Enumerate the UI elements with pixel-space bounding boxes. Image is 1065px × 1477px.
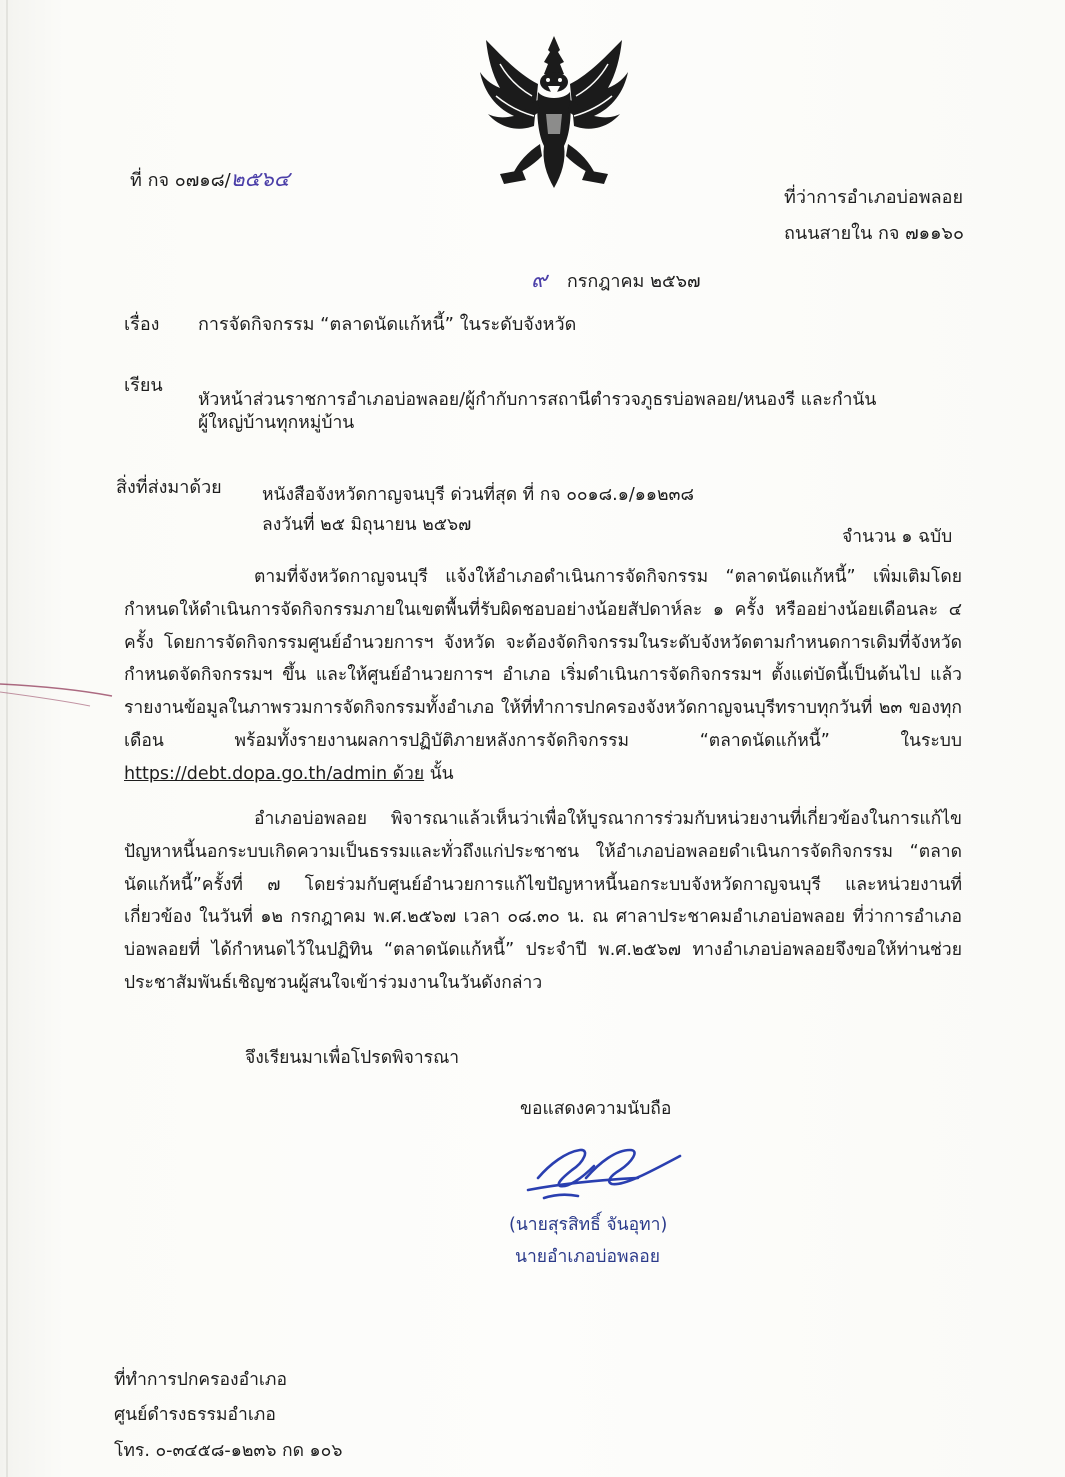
- closing-request: จึงเรียนมาเพื่อโปรดพิจารณา: [245, 1048, 460, 1068]
- body-paragraph-1-end: นั้น: [429, 763, 454, 784]
- handwritten-signature: [520, 1138, 690, 1210]
- footer-center: ศูนย์ดำรงธรรมอำเภอ: [114, 1405, 276, 1425]
- office-name: ที่ว่าการอำเภอบ่อพลอย: [784, 187, 963, 208]
- page-edge-shadow: [6, 0, 8, 1477]
- recipient-line2: ผู้ใหญ่บ้านทุกหมู่บ้าน: [198, 413, 355, 433]
- body-paragraph-2: [124, 803, 962, 1000]
- garuda-emblem-icon: [478, 34, 630, 192]
- office-address: ถนนสายใน กจ ๗๑๑๖๐: [784, 223, 964, 244]
- reference-number-printed: ที่ กจ ๐๗๑๘/: [130, 170, 231, 191]
- footer-phone: โทร. ๐-๓๔๕๘-๑๒๓๖ กด ๑๐๖: [114, 1441, 343, 1461]
- signatory-name: (นายสุรสิทธิ์ จันอุทา): [509, 1215, 668, 1235]
- reference-number-handwritten: ๒๕๖๔: [230, 167, 290, 191]
- footer-department: ที่ทำการปกครองอำเภอ: [114, 1370, 287, 1390]
- letter-date: [531, 262, 701, 297]
- complimentary-closing: ขอแสดงความนับถือ: [520, 1099, 672, 1119]
- subject-text: การจัดกิจกรรม “ตลาดนัดแก้หนี้” ในระดับจังหวัด: [198, 314, 577, 335]
- subject-label: เรื่อง: [124, 314, 160, 335]
- enclosure-line2: ลงวันที่ ๒๕ มิถุนายน ๒๕๖๗: [262, 515, 472, 535]
- body-paragraph-2-text: อำเภอบ่อพลอย พิจารณาแล้วเห็นว่าเพื่อให้บูรณาการร่วมกับหน่วยงานที่เกี่ยวข้องในการแก้ไขปัญหาหนี้นอกระบบเกิดความเป็นธรรมและทั่วถึงแก่ประชาชน ให้อำเภอบ่อพลอยดำเนินการจัดกิจกรรม “ตลาดนัดแก้หนี้”ครั้งที่ ๗ โดยร่วมกับศูนย์อำนวยการแก้ไขปัญหาหนี้นอกระบบจังหวัดกาญจนบุรี และหน่วยงานที่เกี่ยวข้อง ในวันที่ ๑๒ กรกฎาคม พ.ศ.๒๕๖๗ เวลา ๐๘.๓๐ น. ณ ศาลาประชาคมอำเภอบ่อพลอย ที่ว่าการอำเภอบ่อพลอยที่ ได้กำหนดไว้ในปฏิทิน “ตลาดนัดแก้หนี้” ประจำปี พ.ศ.๒๕๖๗ ทางอำเภอบ่อพลอยจึงขอให้ท่านช่วยประชาสัมพันธ์เชิญชวนผู้สนใจเข้าร่วมงานในวันดังกล่าว: [124, 809, 962, 993]
- signatory-position: นายอำเภอบ่อพลอย: [515, 1247, 661, 1267]
- body-paragraph-1: [124, 561, 962, 791]
- recipient-line1: หัวหน้าส่วนราชการอำเภอบ่อพลอย/ผู้กำกับการสถานีตำรวจภูธรบ่อพลอย/หนองรี และกำนัน: [198, 390, 877, 410]
- enclosure-count: จำนวน ๑ ฉบับ: [842, 527, 953, 547]
- recipient-label: เรียน: [124, 375, 163, 396]
- body-paragraph-1-text: ตามที่จังหวัดกาญจนบุรี แจ้งให้อำเภอดำเนินการจัดกิจกรรม “ตลาดนัดแก้หนี้” เพิ่มเติมโดยกำหนดให้ดำเนินการจัดกิจกรรมภายในเขตพื้นที่รับผิดชอบอย่างน้อยสัปดาห์ละ ๑ ครั้ง หรืออย่างน้อยเดือนละ ๔ ครั้ง โดยการจัดกิจกรรมศูนย์อำนวยการฯ จังหวัด จะต้องจัดกิจกรรมในระดับจังหวัดตามกำหนดการเดิมที่จังหวัดกำหนดจัดกิจกรรมฯ ขึ้น และให้ศูนย์อำนวยการฯ อำเภอ เริ่มดำเนินการจัดกิจกรรมฯ ตั้งแต่บัดนี้เป็นต้นไป แล้วรายงานข้อมูลในภาพรวมการจัดกิจกรรมทั้งอำเภอ ให้ที่ทำการปกครองจังหวัดกาญจนบุรีทราบทุกวันที่ ๒๓ ของทุกเดือน พร้อมทั้งรายงานผลการปฏิบัติภายหลังการจัดกิจกรรม “ตลาดนัดแก้หนี้” ในระบบ: [124, 567, 962, 751]
- date-month-year: กรกฎาคม ๒๕๖๗: [566, 271, 701, 292]
- margin-pen-mark: [0, 676, 115, 716]
- reference-number: [130, 163, 290, 196]
- debt-system-link[interactable]: https://debt.dopa.go.th/admin ด้วย: [124, 763, 425, 784]
- date-day-handwritten: ๙: [531, 268, 548, 293]
- enclosure-label: สิ่งที่ส่งมาด้วย: [116, 477, 222, 498]
- enclosure-line1: หนังสือจังหวัดกาญจนบุรี ด่วนที่สุด ที่ กจ ๐๐๑๘.๑/๑๑๒๓๘: [262, 485, 694, 505]
